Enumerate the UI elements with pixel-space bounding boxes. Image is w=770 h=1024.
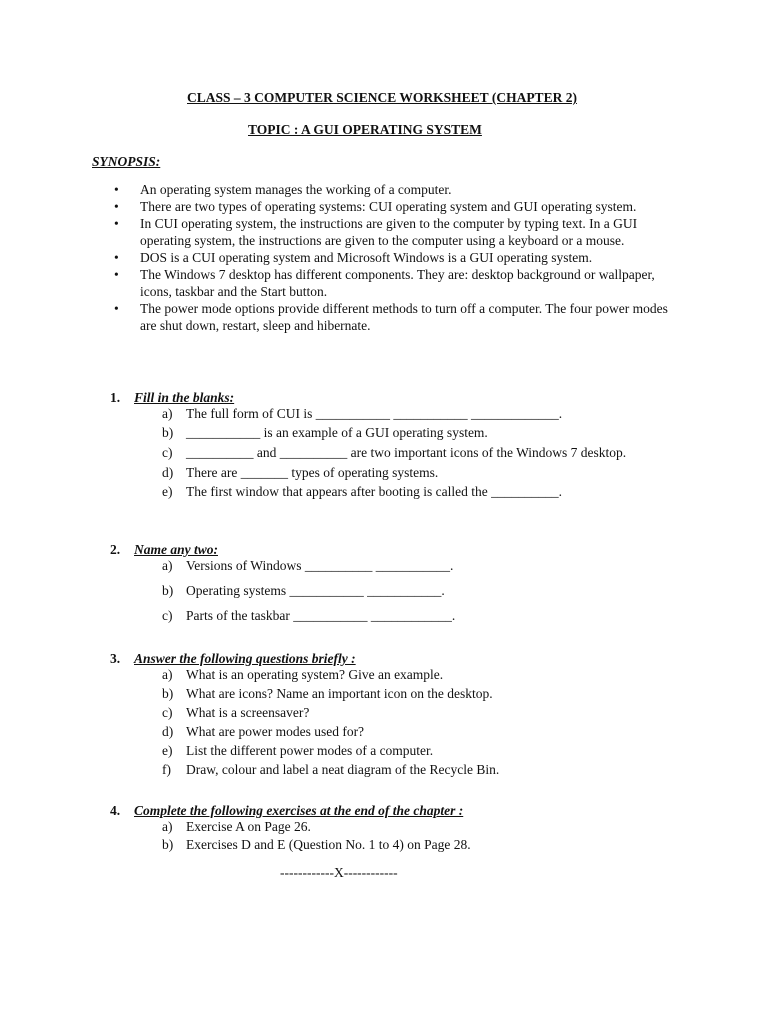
item-text: Exercises D and E (Question No. 1 to 4) on Page 28. [186, 837, 471, 852]
section-4-title: Complete the following exercises at the end of the chapter : [134, 803, 464, 818]
item-letter: a) [162, 558, 173, 573]
item-text: Versions of Windows __________ ___________. [186, 558, 454, 573]
item-text: The first window that appears after booting is called the __________. [186, 484, 563, 499]
item-text: What are power modes used for? [186, 724, 365, 739]
bullet-icon: • [114, 267, 119, 282]
list-item [162, 557, 682, 574]
item-text: List the different power modes of a computer. [186, 743, 434, 758]
item-text: What are icons? Name an important icon on the desktop. [186, 686, 493, 701]
synopsis-item [114, 266, 674, 300]
synopsis-item [114, 198, 674, 215]
item-text: What is an operating system? Give an example. [186, 667, 444, 682]
synopsis-list [114, 181, 674, 334]
section-2-list [162, 557, 682, 624]
section-3-number: 3. [110, 651, 121, 666]
list-item [162, 685, 682, 702]
worksheet-title: CLASS – 3 COMPUTER SCIENCE WORKSHEET (CHAPTER 2) [187, 90, 577, 105]
list-item [162, 742, 682, 759]
item-letter: a) [162, 819, 173, 834]
item-text: Parts of the taskbar ___________ ____________. [186, 608, 456, 623]
item-text: Draw, colour and label a neat diagram of the Recycle Bin. [186, 762, 500, 777]
synopsis-label: SYNOPSIS: [92, 154, 161, 169]
list-item [162, 405, 682, 422]
item-text: The full form of CUI is ___________ ___________ _____________. [186, 406, 563, 421]
list-item [162, 443, 682, 462]
section-3-title: Answer the following questions briefly : [134, 651, 356, 666]
bullet-icon: • [114, 250, 119, 265]
list-item [162, 582, 682, 599]
item-text: Operating systems ___________ ___________. [186, 583, 445, 598]
item-letter: e) [162, 484, 173, 499]
synopsis-item [114, 300, 674, 334]
item-letter: b) [162, 686, 174, 701]
section-1-number: 1. [110, 390, 121, 405]
section-1-title: Fill in the blanks: [134, 390, 235, 405]
item-letter: c) [162, 445, 173, 460]
bullet-icon: • [114, 301, 119, 316]
synopsis-item-text: An operating system manages the working of a computer. [140, 182, 452, 197]
item-letter: c) [162, 608, 173, 623]
item-letter: b) [162, 425, 174, 440]
list-item [162, 464, 682, 481]
item-letter: d) [162, 465, 174, 480]
list-item [162, 836, 682, 853]
list-item [162, 818, 682, 835]
synopsis-item-text: The power mode options provide different methods to turn off a computer. The four power modes are shut down, restart, sleep and hibernate. [140, 301, 668, 333]
item-text: ___________ is an example of a GUI operating system. [186, 425, 488, 440]
section-1-list [162, 405, 682, 500]
synopsis-item-text: The Windows 7 desktop has different components. They are: desktop background or wallpaper, icons, taskbar and the Start button. [140, 267, 655, 299]
item-letter: e) [162, 743, 173, 758]
item-text: Exercise A on Page 26. [186, 819, 311, 834]
list-item [162, 761, 682, 778]
section-3-list [162, 666, 682, 778]
section-2-number: 2. [110, 542, 121, 557]
synopsis-item-text: There are two types of operating systems: CUI operating system and GUI operating system. [140, 199, 637, 214]
synopsis-item-text: In CUI operating system, the instructions are given to the computer by typing text. In a GUI operating system, the instructions are given to the computer using a keyboard or a mouse. [140, 216, 638, 248]
item-text: There are _______ types of operating systems. [186, 465, 439, 480]
list-item [162, 666, 682, 683]
bullet-icon: • [114, 199, 119, 214]
item-text: __________ and __________ are two important icons of the Windows 7 desktop. [186, 445, 627, 460]
item-letter: d) [162, 724, 174, 739]
section-4-list [162, 818, 682, 853]
bullet-icon: • [114, 216, 119, 231]
end-mark: ------------X------------ [280, 865, 398, 880]
synopsis-item [114, 181, 674, 198]
synopsis-item [114, 215, 674, 249]
list-item [162, 723, 682, 740]
synopsis-item [114, 249, 674, 266]
list-item [162, 424, 682, 441]
section-4-number: 4. [110, 803, 121, 818]
synopsis-item-text: DOS is a CUI operating system and Microsoft Windows is a GUI operating system. [140, 250, 593, 265]
item-text: What is a screensaver? [186, 705, 310, 720]
item-letter: f) [162, 762, 171, 777]
section-2-title: Name any two: [134, 542, 218, 557]
list-item [162, 607, 682, 624]
list-item [162, 483, 682, 500]
item-letter: c) [162, 705, 173, 720]
item-letter: b) [162, 837, 174, 852]
topic-title: TOPIC : A GUI OPERATING SYSTEM [248, 122, 482, 137]
item-letter: b) [162, 583, 174, 598]
item-letter: a) [162, 667, 173, 682]
bullet-icon: • [114, 182, 119, 197]
item-letter: a) [162, 406, 173, 421]
list-item [162, 704, 682, 721]
